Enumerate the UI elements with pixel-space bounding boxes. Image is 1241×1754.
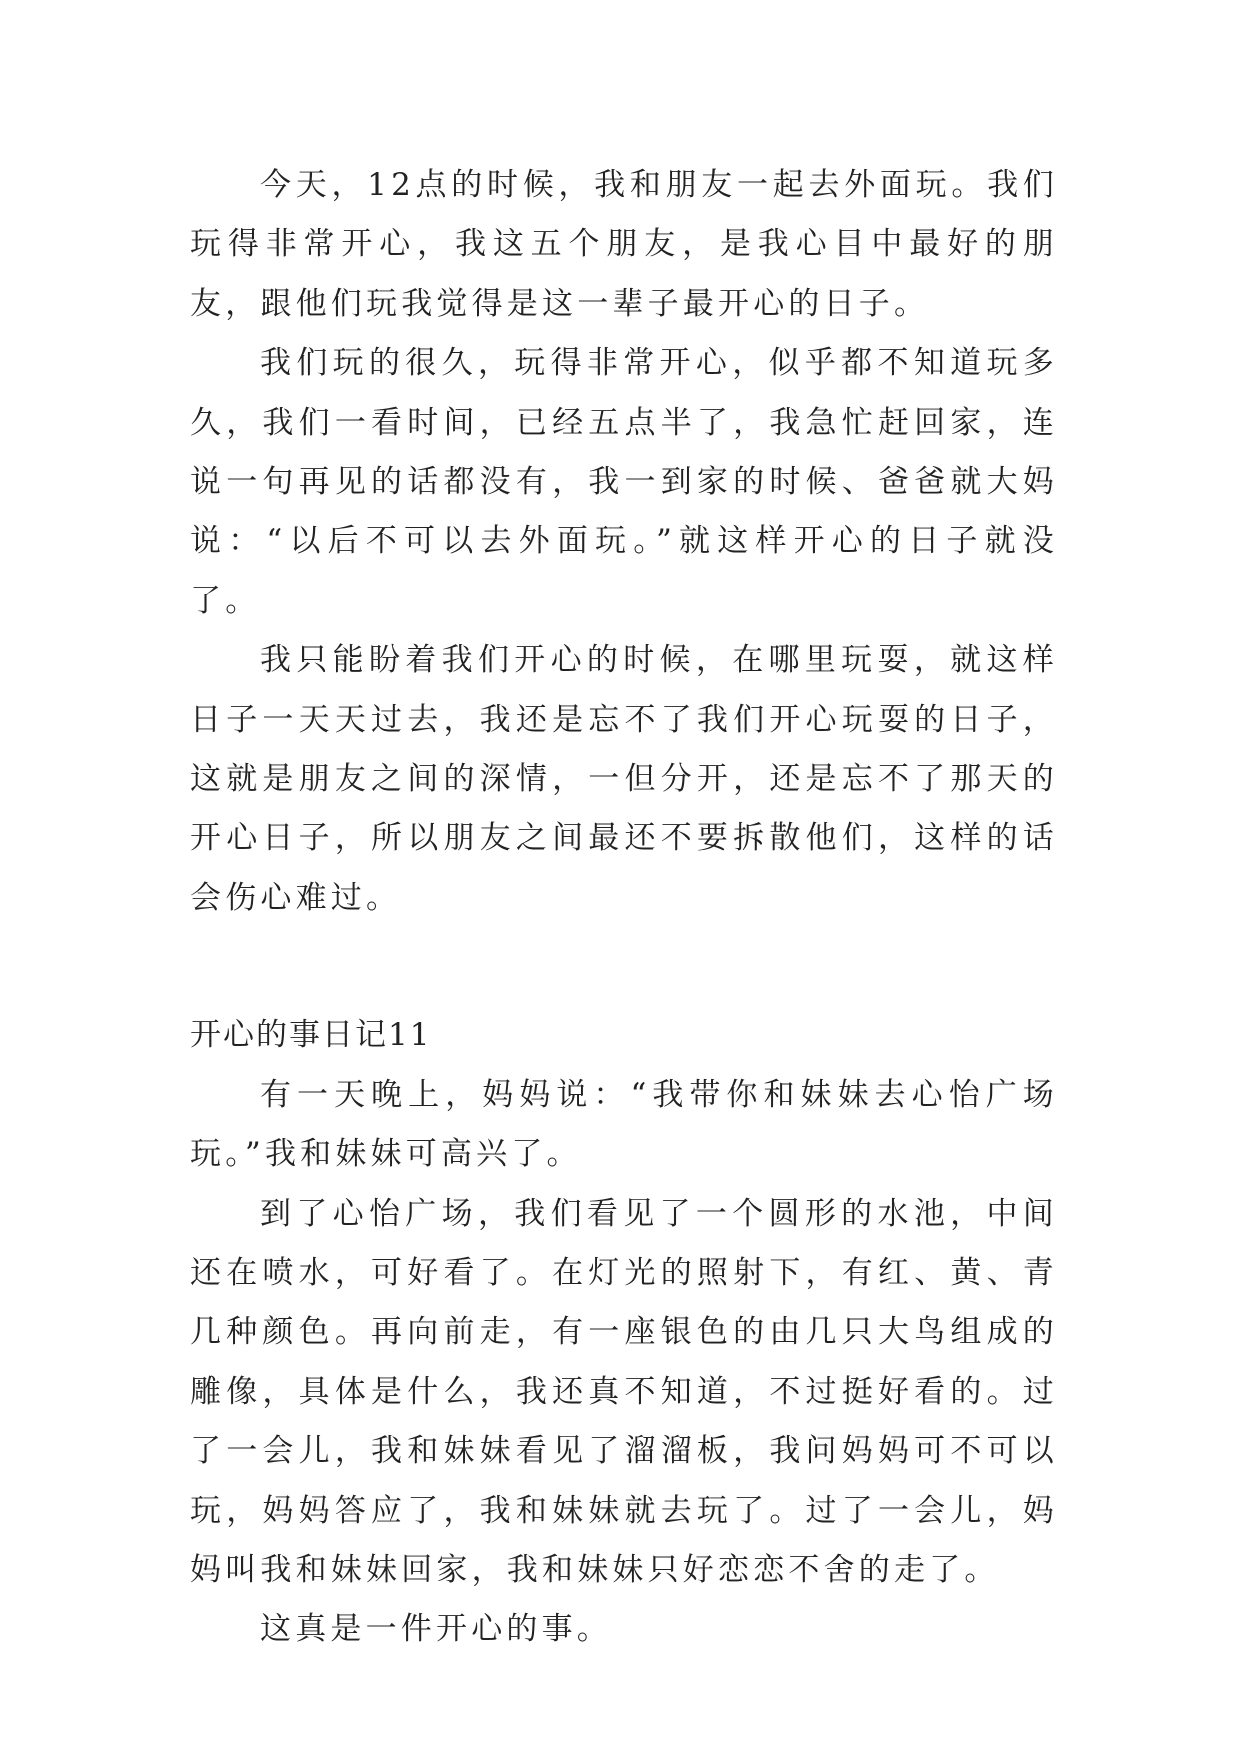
paragraph: 到了心怡广场，我们看见了一个圆形的水池，中间还在喷水，可好看了。在灯光的照射下，有红、黄、青几种颜色。再向前走，有一座银色的由几只大鸟组成的雕像，具体是什么，我还真不知道，不过挺好看的。过了一会儿，我和妹妹看见了溜溜板，我问妈妈可不可以玩，妈妈答应了，我和妹妹就去玩了。过了一会儿，妈妈叫我和妹妹回家，我和妹妹只好恋恋不舍的走了。	[190, 1195, 1058, 1588]
document-body	[190, 156, 1058, 1660]
entry-title: 开心的事日记11	[190, 1017, 432, 1054]
diary-entry-previous	[190, 156, 1058, 928]
paragraph: 这真是一件开心的事。	[260, 1611, 612, 1648]
paragraph: 我们玩的很久，玩得非常开心，似乎都不知道玩多久，我们一看时间，已经五点半了，我急忙赶回家，连说一句再见的话都没有，我一到家的时候、爸爸就大妈说：“以后不可以去外面玩。”就这样开心的日子就没了。	[190, 345, 1058, 619]
paragraph: 我只能盼着我们开心的时候，在哪里玩耍，就这样日子一天天过去，我还是忘不了我们开心玩耍的日子，这就是朋友之间的深情，一但分开，还是忘不了那天的开心日子，所以朋友之间最还不要拆散他们，这样的话会伤心难过。	[190, 642, 1058, 916]
section-spacer	[190, 928, 1058, 1006]
diary-entry-11	[190, 1006, 1058, 1659]
paragraph: 有一天晚上，妈妈说：“我带你和妹妹去心怡广场玩。”我和妹妹可高兴了。	[190, 1076, 1058, 1173]
paragraph: 今天，12点的时候，我和朋友一起去外面玩。我们玩得非常开心，我这五个朋友，是我心目中最好的朋友，跟他们玩我觉得是这一辈子最开心的日子。	[190, 167, 1058, 322]
